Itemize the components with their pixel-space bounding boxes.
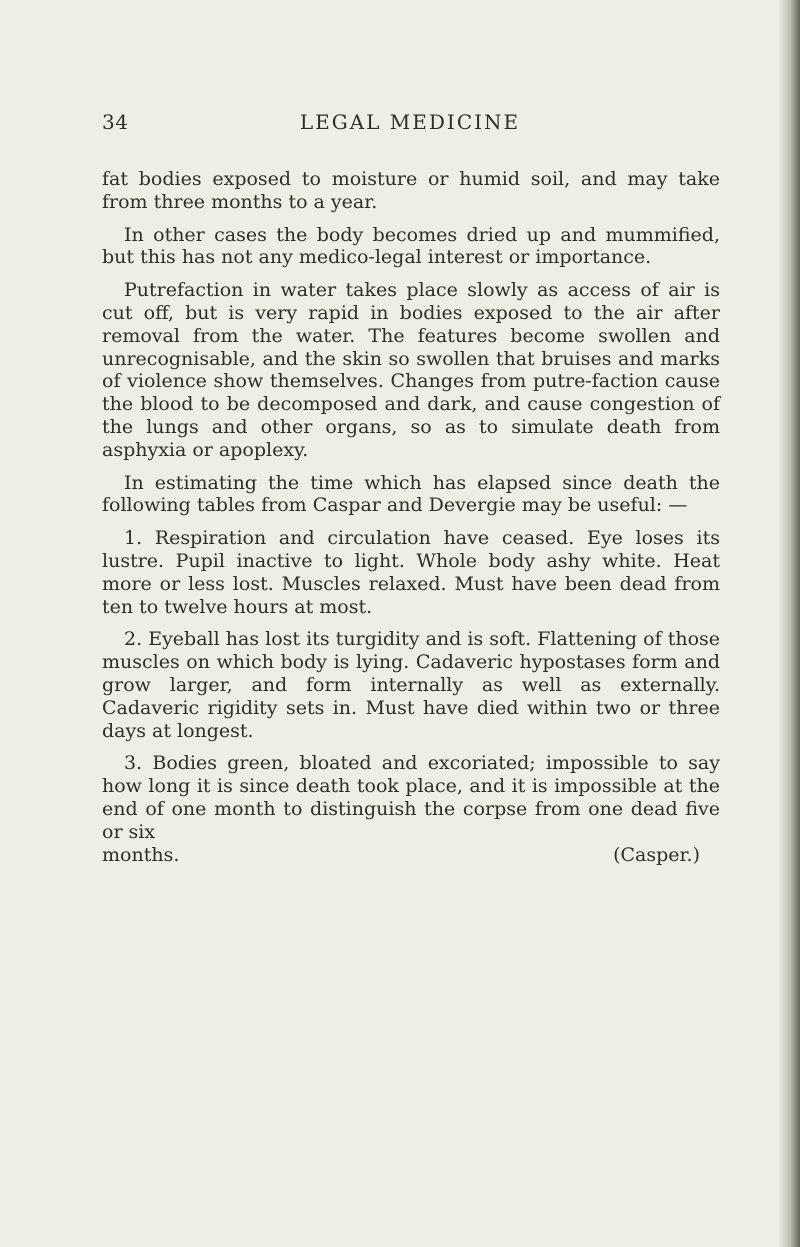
paragraph-estimating-time: In estimating the time which has elapsed since death the following tables from Caspar and Devergie may be useful: — <box>102 471 720 517</box>
header-title: LEGAL MEDICINE <box>299 110 521 134</box>
page-number: 34 <box>102 110 129 134</box>
body-text <box>102 168 720 866</box>
table-entry-1: 1. Respiration and circulation have ceased. Eye loses its lustre. Pupil inactive to light. Whole body ashy white. Heat more or less lost. Muscles relaxed. Must have been dead from ten to twelve hours at most. <box>102 527 720 618</box>
closing-word: months. <box>102 843 180 866</box>
running-head <box>102 110 718 140</box>
closing-line <box>102 844 720 867</box>
page-edge-shadow <box>778 0 800 1247</box>
attribution: (Casper.) <box>613 843 700 866</box>
paragraph-continuation: fat bodies exposed to moisture or humid soil, and may take from three months to a year. <box>102 168 720 213</box>
paragraph-putrefaction-water: Putrefaction in water takes place slowly as access of air is cut off, but is very rapid in bodies exposed to the air after removal from the water. The features become swollen and unrecognisable, and the skin so swollen that bruises and marks of violence show themselves. Changes from putre-faction cause the blood to be decomposed and dark, and cause congestion of the lungs and other organs, so as to simulate death from asphyxia or apoplexy. <box>102 279 720 461</box>
paragraph-mummification: In other cases the body becomes dried up and mummified, but this has not any medico-legal interest or importance. <box>102 223 720 269</box>
table-entry-3: 3. Bodies green, bloated and excoriated; impossible to say how long it is since death took place, and it is impossible at the end of one month to distinguish the corpse from one dead five or six <box>102 752 720 843</box>
table-entry-2: 2. Eyeball has lost its turgidity and is soft. Flattening of those muscles on which body is lying. Cadaveric hypostases form and grow larger, and form internally as well as externally. Cadaveric rigidity sets in. Must have died within two or three days at longest. <box>102 628 720 742</box>
